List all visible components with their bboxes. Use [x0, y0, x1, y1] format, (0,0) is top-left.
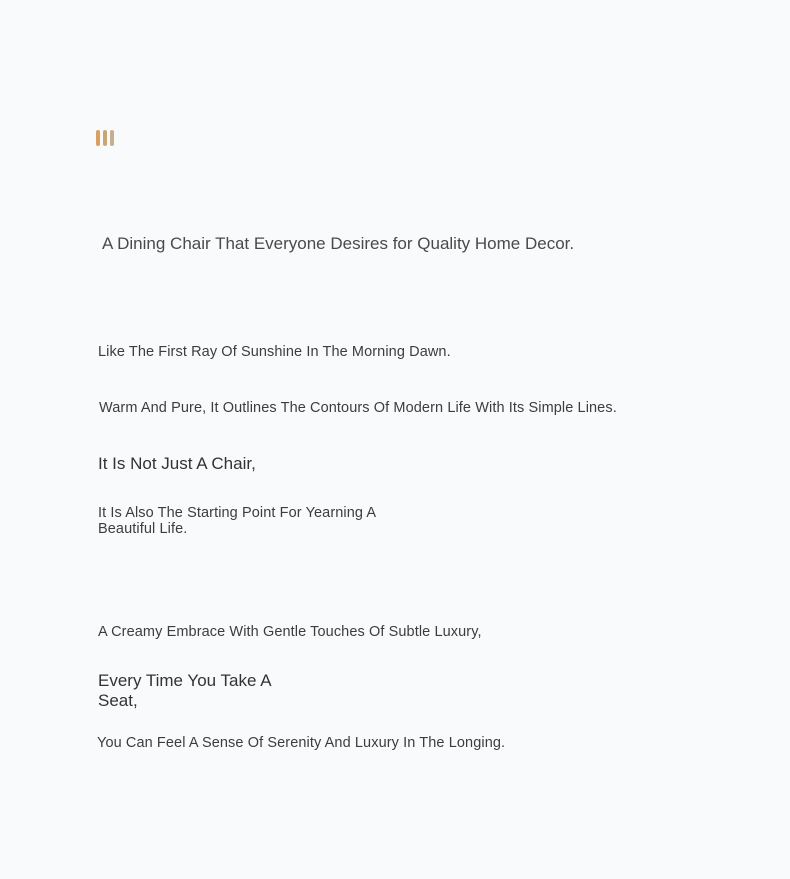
text-line-6a: Every Time You Take A [98, 671, 272, 690]
bar-1 [96, 130, 100, 146]
text-line-7: You Can Feel A Sense Of Serenity And Luxury In The Longing. [97, 735, 506, 751]
text-line-4 [98, 505, 376, 537]
text-line-3: It Is Not Just A Chair, [98, 454, 256, 473]
page-title: A Dining Chair That Everyone Desires for Quality Home Decor. [102, 234, 575, 253]
bar-2 [103, 130, 107, 146]
bar-3 [110, 130, 114, 146]
menu-bars-icon[interactable] [96, 130, 114, 146]
text-line-4a: It Is Also The Starting Point For Yearning A [98, 505, 377, 521]
text-line-4b: Beautiful Life. [98, 521, 188, 537]
text-line-6 [98, 671, 272, 711]
text-line-1: Like The First Ray Of Sunshine In The Morning Dawn. [98, 344, 451, 360]
text-line-5: A Creamy Embrace With Gentle Touches Of Subtle Luxury, [98, 624, 482, 640]
text-line-6b: Seat, [98, 691, 138, 710]
text-line-2: Warm And Pure, It Outlines The Contours Of Modern Life With Its Simple Lines. [99, 400, 617, 416]
